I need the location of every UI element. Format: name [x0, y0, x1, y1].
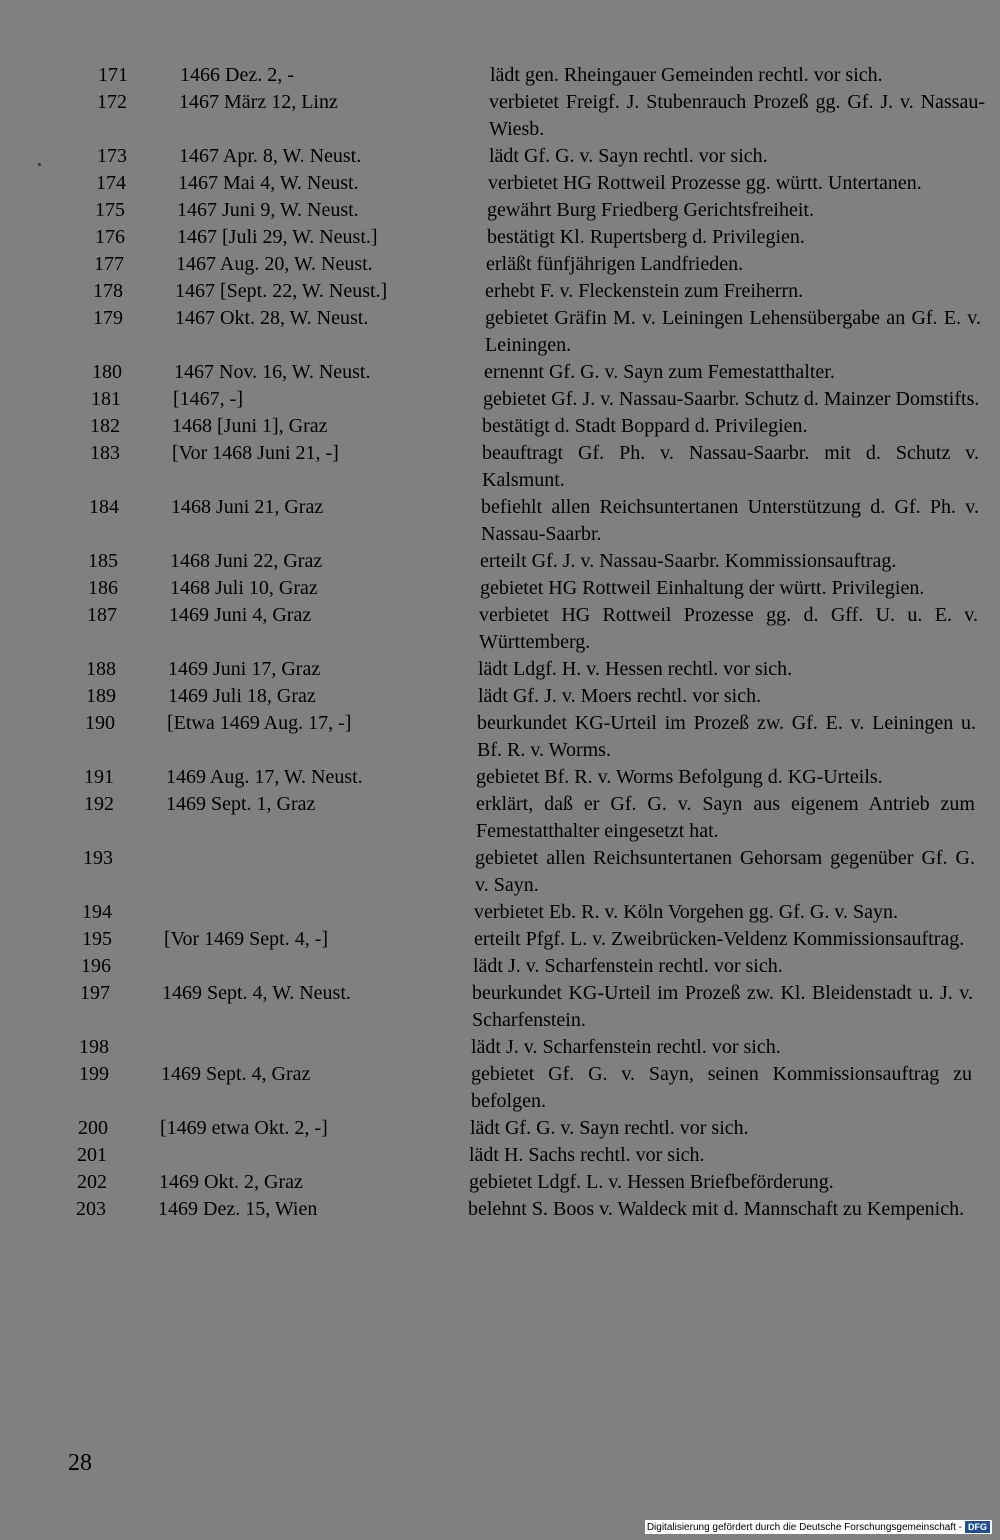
entry-description: beurkundet KG-Urteil im Prozeß zw. Kl. Bleidenstadt u. J. v. Scharfenstein. [472, 982, 973, 1031]
entry-description: lädt Gf. J. v. Moers rechtl. vor sich. [478, 685, 762, 707]
entry-date: 1468 Juni 21, Graz [171, 496, 324, 518]
entry-number: 203 [76, 1198, 106, 1220]
entry-number: 179 [93, 307, 123, 329]
entry-description: lädt Ldgf. H. v. Hessen rechtl. vor sich. [478, 658, 793, 680]
regest-entry [0, 764, 1000, 791]
entry-date: [Vor 1469 Sept. 4, -] [164, 928, 329, 950]
regest-entry [0, 440, 1000, 494]
entry-description: verbietet HG Rottweil Prozesse gg. württ. Untertanen. [488, 172, 922, 194]
entry-description: gebietet HG Rottweil Einhaltung der württ. Privilegien. [480, 577, 925, 599]
dfg-logo-icon: DFG [965, 1521, 990, 1533]
regest-entry [0, 656, 1000, 683]
entry-number: 199 [79, 1063, 109, 1085]
entry-date: [Vor 1468 Juni 21, -] [172, 442, 339, 464]
entry-number: 194 [82, 901, 112, 923]
entry-description: bestätigt d. Stadt Boppard d. Privilegien. [482, 415, 808, 437]
entry-number: 191 [84, 766, 114, 788]
entry-description: bestätigt Kl. Rupertsberg d. Privilegien. [487, 226, 805, 248]
entry-description: gebietet Gf. J. v. Nassau-Saarbr. Schutz d. Mainzer Domstifts. [483, 388, 980, 410]
entry-description: verbietet Freigf. J. Stubenrauch Prozeß gg. Gf. J. v. Nassau-Wiesb. [489, 91, 985, 140]
entry-description: belehnt S. Boos v. Waldeck mit d. Mannschaft zu Kempenich. [468, 1198, 965, 1220]
entry-description: verbietet HG Rottweil Prozesse gg. d. Gff. U. u. E. v. Württemberg. [479, 604, 978, 653]
entry-number: 193 [83, 847, 113, 869]
regest-entry [0, 359, 1000, 386]
entry-description: beauftragt Gf. Ph. v. Nassau-Saarbr. mit d. Schutz v. Kalsmunt. [482, 442, 979, 491]
entry-date: 1468 [Juni 1], Graz [172, 415, 328, 437]
entry-date: [1469 etwa Okt. 2, -] [160, 1117, 328, 1139]
entry-date: 1467 Nov. 16, W. Neust. [174, 361, 371, 383]
entry-number: 177 [94, 253, 124, 275]
entry-number: 195 [82, 928, 112, 950]
entry-description: lädt H. Sachs rechtl. vor sich. [469, 1144, 705, 1166]
entry-date: 1467 Apr. 8, W. Neust. [179, 145, 362, 167]
entry-number: 182 [90, 415, 120, 437]
entry-description: gebietet Bf. R. v. Worms Befolgung d. KG-Urteils. [476, 766, 883, 788]
regest-entry [0, 926, 1000, 953]
entry-date: 1467 Okt. 28, W. Neust. [175, 307, 369, 329]
entry-date: 1466 Dez. 2, - [180, 64, 294, 86]
entry-date: 1469 Sept. 4, Graz [161, 1063, 311, 1085]
entry-date: [1467, -] [173, 388, 243, 410]
entry-date: 1469 Aug. 17, W. Neust. [166, 766, 363, 788]
entry-description: lädt Gf. G. v. Sayn rechtl. vor sich. [470, 1117, 749, 1139]
entry-description: gebietet allen Reichsuntertanen Gehorsam gegenüber Gf. G. v. Sayn. [475, 847, 975, 896]
regest-entry [0, 62, 1000, 89]
entry-number: 184 [89, 496, 119, 518]
entry-number: 187 [87, 604, 117, 626]
regest-entry [0, 1034, 1000, 1061]
entry-date: 1467 Mai 4, W. Neust. [178, 172, 359, 194]
entry-description: erklärt, daß er Gf. G. v. Sayn aus eigenem Antrieb zum Femestatthalter eingesetzt hat. [476, 793, 975, 842]
regest-entry [0, 278, 1000, 305]
entry-number: 180 [92, 361, 122, 383]
regest-entry [0, 602, 1000, 656]
entry-number: 201 [77, 1144, 107, 1166]
regest-entry [0, 683, 1000, 710]
entry-number: 172 [97, 91, 127, 113]
entry-date: 1469 Sept. 4, W. Neust. [162, 982, 351, 1004]
entry-number: 173 [97, 145, 127, 167]
regest-entry [0, 386, 1000, 413]
entry-number: 200 [78, 1117, 108, 1139]
entry-date: 1469 Juni 4, Graz [169, 604, 312, 626]
page-number: 28 [68, 1450, 92, 1476]
entry-number: 185 [88, 550, 118, 572]
entry-date: 1469 Dez. 15, Wien [158, 1198, 318, 1220]
entry-date: 1467 Juni 9, W. Neust. [177, 199, 359, 221]
entry-description: erteilt Pfgf. L. v. Zweibrücken-Veldenz Kommissionsauftrag. [474, 928, 965, 950]
regest-entry [0, 197, 1000, 224]
entry-number: 197 [80, 982, 110, 1004]
entry-number: 198 [79, 1036, 109, 1058]
regest-entry [0, 89, 1000, 143]
entry-description: lädt J. v. Scharfenstein rechtl. vor sich. [471, 1036, 781, 1058]
entry-description: beurkundet KG-Urteil im Prozeß zw. Gf. E. v. Leiningen u. Bf. R. v. Worms. [477, 712, 976, 761]
entry-number: 178 [93, 280, 123, 302]
entry-description: lädt Gf. G. v. Sayn rechtl. vor sich. [489, 145, 768, 167]
regest-entry [0, 791, 1000, 845]
entry-description: gebietet Gf. G. v. Sayn, seinen Kommissionsauftrag zu befolgen. [471, 1063, 972, 1112]
regest-entry [0, 845, 1000, 899]
regest-entry [0, 494, 1000, 548]
entry-description: gebietet Ldgf. L. v. Hessen Briefbeförderung. [469, 1171, 834, 1193]
entry-description: ernennt Gf. G. v. Sayn zum Femestatthalter. [484, 361, 835, 383]
entry-description: verbietet Eb. R. v. Köln Vorgehen gg. Gf. G. v. Sayn. [474, 901, 899, 923]
entry-date: 1467 [Sept. 22, W. Neust.] [175, 280, 388, 302]
entry-description: befiehlt allen Reichsuntertanen Unterstützung d. Gf. Ph. v. Nassau-Saarbr. [481, 496, 979, 545]
entry-number: 174 [96, 172, 126, 194]
entry-date: 1468 Juli 10, Graz [170, 577, 318, 599]
regest-entry [0, 143, 1000, 170]
regest-entry [0, 575, 1000, 602]
entry-date: 1467 März 12, Linz [179, 91, 338, 113]
regest-entry [0, 548, 1000, 575]
regest-entry [0, 1142, 1000, 1169]
entry-number: 190 [85, 712, 115, 734]
regest-entry [0, 413, 1000, 440]
entry-number: 188 [86, 658, 116, 680]
entry-number: 171 [98, 64, 128, 86]
entry-description: lädt gen. Rheingauer Gemeinden rechtl. vor sich. [490, 64, 883, 86]
entry-description: lädt J. v. Scharfenstein rechtl. vor sich. [473, 955, 783, 977]
entry-date: 1469 Juli 18, Graz [168, 685, 316, 707]
regest-entry [0, 305, 1000, 359]
footer-text: Digitalisierung gefördert durch die Deutsche Forschungsgemeinschaft - [646, 1521, 962, 1533]
regest-entry [0, 1061, 1000, 1115]
entry-description: erhebt F. v. Fleckenstein zum Freiherrn. [485, 280, 804, 302]
entry-date: 1469 Sept. 1, Graz [166, 793, 316, 815]
entry-number: 202 [77, 1171, 107, 1193]
regest-entry [0, 1115, 1000, 1142]
entry-number: 196 [81, 955, 111, 977]
entry-number: 183 [90, 442, 120, 464]
entry-number: 181 [91, 388, 121, 410]
entry-date: 1467 Aug. 20, W. Neust. [176, 253, 373, 275]
regesta-list [0, 62, 1000, 1223]
entry-number: 192 [84, 793, 114, 815]
entry-date: 1469 Juni 17, Graz [168, 658, 321, 680]
entry-date: 1469 Okt. 2, Graz [159, 1171, 303, 1193]
entry-number: 175 [95, 199, 125, 221]
entry-number: 186 [88, 577, 118, 599]
regest-entry [0, 980, 1000, 1034]
entry-description: erteilt Gf. J. v. Nassau-Saarbr. Kommissionsauftrag. [480, 550, 897, 572]
regest-entry [0, 1169, 1000, 1196]
regest-entry [0, 710, 1000, 764]
entry-description: gewährt Burg Friedberg Gerichtsfreiheit. [487, 199, 814, 221]
regest-entry [0, 899, 1000, 926]
entry-description: erläßt fünfjährigen Landfrieden. [486, 253, 744, 275]
entry-description: gebietet Gräfin M. v. Leiningen Lehensübergabe an Gf. E. v. Leiningen. [485, 307, 981, 356]
digitization-footer [645, 1520, 992, 1534]
entry-date: [Etwa 1469 Aug. 17, -] [167, 712, 352, 734]
regest-entry [0, 1196, 1000, 1223]
regest-entry [0, 251, 1000, 278]
entry-date: 1467 [Juli 29, W. Neust.] [177, 226, 378, 248]
entry-date: 1468 Juni 22, Graz [170, 550, 323, 572]
regest-entry [0, 953, 1000, 980]
entry-number: 189 [86, 685, 116, 707]
regest-entry [0, 224, 1000, 251]
regest-entry [0, 170, 1000, 197]
entry-number: 176 [95, 226, 125, 248]
